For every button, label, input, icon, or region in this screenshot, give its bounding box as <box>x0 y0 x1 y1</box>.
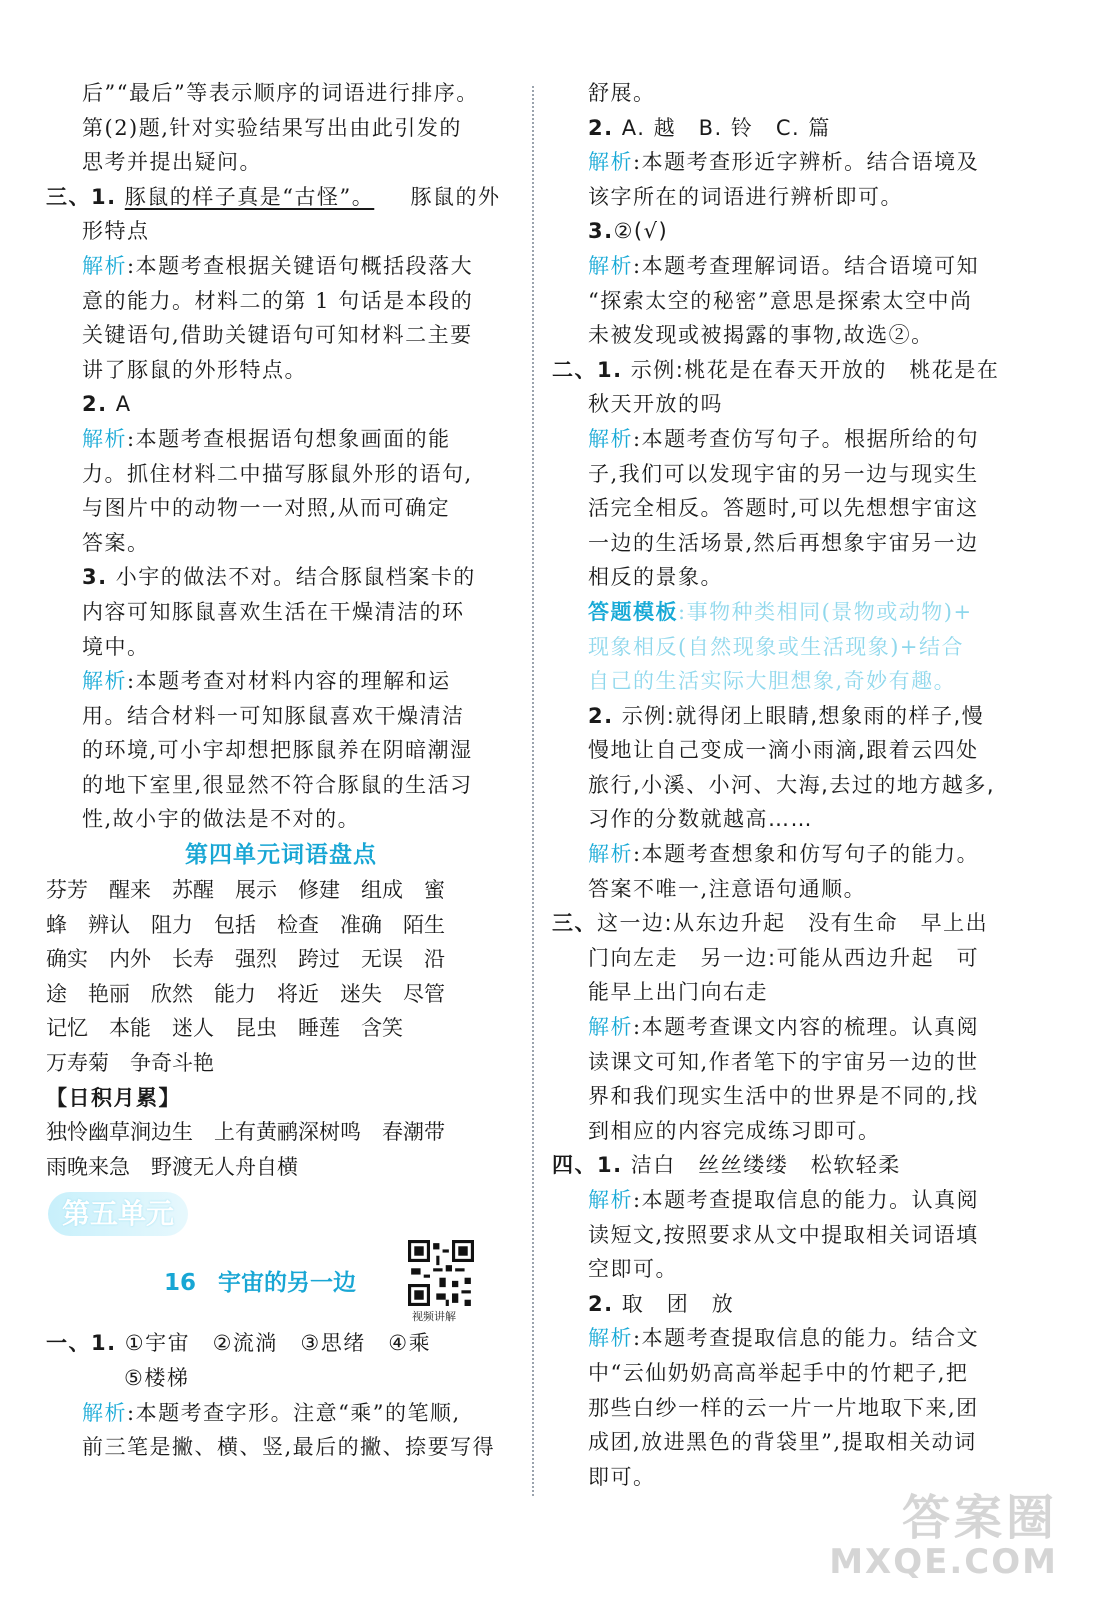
explanation-text: 相反的景象。 <box>588 565 723 590</box>
answer-text: ②(√) <box>613 219 669 244</box>
explanation-text: :本题考查根据语句想象画面的能 <box>127 426 451 451</box>
section-2-q2 <box>552 699 1022 734</box>
column-divider <box>532 86 534 1496</box>
explanation-line <box>552 1010 1022 1045</box>
explanation-text: 到相应的内容完成练习即可。 <box>588 1118 881 1143</box>
explanation-text: :本题考查字形。注意“乘”的笔顺, <box>127 1400 461 1425</box>
explanation-text: 子,我们可以发现宇宙的另一边与现实生 <box>588 461 979 486</box>
explanation-text: :本题考查提取信息的能力。结合文 <box>633 1326 980 1351</box>
explanation-text: 即可。 <box>588 1464 656 1489</box>
question-number: 2. <box>588 703 614 728</box>
section-3-q2 <box>46 387 516 422</box>
lesson-name: 宇宙的另一边 <box>218 1270 357 1297</box>
poem-line: 雨晚来急 野渡无人舟自横 <box>46 1154 298 1179</box>
riji-title: 【日积月累】 <box>46 1085 181 1110</box>
explanation-text: 答案不唯一,注意语句通顺。 <box>588 876 867 901</box>
section-3-q1 <box>46 180 516 215</box>
answer-text: A <box>115 392 132 417</box>
question-number: 2. <box>588 1291 614 1316</box>
jiexi-tag: 解析 <box>588 150 633 175</box>
explanation-text: 与图片中的动物一一对照,从而可确定 <box>82 496 451 521</box>
explanation-text: 性,故小宇的做法是不对的。 <box>82 807 361 832</box>
word-list-line: 芬芳 醒来 苏醒 展示 修建 组成 蜜 <box>46 878 445 903</box>
question-number: 1. <box>91 184 117 209</box>
explanation-text: 意的能力。材料二的第 1 句话是本段的 <box>82 288 474 313</box>
answer-text: 习作的分数就越高…… <box>588 807 813 832</box>
question-number: 1. <box>597 357 623 382</box>
answer-text: 这一边:从东边升起 没有生命 早上出 <box>597 911 989 936</box>
template-text: 自己的生活实际大胆想象,奇妙有趣。 <box>588 669 957 694</box>
jiexi-tag: 解析 <box>82 253 127 278</box>
lesson-number: 16 <box>164 1270 197 1297</box>
text-line: 第(2)题,针对实验结果写出由此引发的 <box>82 115 462 140</box>
jiexi-tag: 解析 <box>588 1015 633 1040</box>
template-tag: 答题模板 <box>588 599 678 624</box>
answer-text: 境中。 <box>82 634 150 659</box>
watermark-logo <box>829 1492 1058 1580</box>
jiexi-tag: 解析 <box>588 253 633 278</box>
explanation-text: :本题考查对材料内容的理解和运 <box>127 669 451 694</box>
qr-caption: 视频讲解 <box>412 1310 456 1324</box>
explanation-text: 那些白纱一样的云一片一片地取下来,团 <box>588 1395 979 1420</box>
answer-text: 秋天开放的吗 <box>588 392 723 417</box>
unit5-badge: 第五单元 <box>48 1192 188 1236</box>
explanation-text: 读短文,按照要求从文中提取相关词语填 <box>588 1222 979 1247</box>
lesson-title <box>164 1264 356 1297</box>
question-number: 2. <box>82 392 108 417</box>
unit4-heading: 第四单元词语盘点 <box>185 842 377 869</box>
jiexi-tag: 解析 <box>588 842 633 867</box>
question-number: 1. <box>597 1153 623 1178</box>
explanation-text: 力。抓住材料二中描写豚鼠外形的语句, <box>82 461 473 486</box>
answer-text: 豚鼠的外 <box>410 184 501 209</box>
explanation-line <box>552 145 1022 180</box>
explanation-text: 讲了豚鼠的外形特点。 <box>82 357 307 382</box>
word-list-line: 途 艳丽 欣然 能力 将近 迷失 尽管 <box>46 981 445 1006</box>
section-prefix: 三、 <box>552 911 597 936</box>
word-list-line: 蜂 辨认 阻力 包括 检查 准确 陌生 <box>46 912 445 937</box>
word-list-line: 确实 内外 长寿 强烈 跨过 无误 沿 <box>46 947 445 972</box>
section-prefix: 二、 <box>552 357 597 382</box>
explanation-text: 该字所在的词语进行辨析即可。 <box>588 184 903 209</box>
word-list-line: 万寿菊 争奇斗艳 <box>46 1051 214 1076</box>
section-prefix: 一、 <box>46 1331 91 1356</box>
answer-text: A. 越 B. 铃 C. 篇 <box>621 115 831 140</box>
answer-text: 内容可知豚鼠喜欢生活在干燥清洁的环 <box>82 599 465 624</box>
answer-text: 小宇的做法不对。结合豚鼠档案卡的 <box>115 565 476 590</box>
answer-text: ⑤楼梯 <box>124 1366 190 1390</box>
explanation-text: :本题考查提取信息的能力。认真阅 <box>633 1188 980 1212</box>
explanation-text: “探索太空的秘密”意思是探索太空中尚 <box>588 288 973 313</box>
text-line: 舒展。 <box>588 81 656 105</box>
explanation-text: :本题考查根据关键语句概括段落大 <box>127 253 474 278</box>
jiexi-tag: 解析 <box>588 1326 633 1351</box>
explanation-line <box>552 1183 1022 1218</box>
explanation-text: 用。结合材料一可知豚鼠喜欢干燥清洁 <box>82 703 465 728</box>
explanation-text: 活完全相反。答题时,可以先想想宇宙这 <box>588 496 979 521</box>
explanation-text: 界和我们现实生活中的世界是不同的,找 <box>588 1084 979 1109</box>
watermark-top: 答案圈 <box>901 1490 1058 1546</box>
explanation-line <box>46 1396 516 1431</box>
section-4-q1 <box>552 1148 1022 1183</box>
answer-text: 洁白 丝丝缕缕 松软轻柔 <box>630 1153 901 1178</box>
qr-code-icon[interactable] <box>408 1240 474 1306</box>
explanation-text: 中“云仙奶奶高高举起手中的竹耙子,把 <box>588 1360 969 1385</box>
jiexi-tag: 解析 <box>588 426 633 451</box>
explanation-text: :本题考查课文内容的梳理。认真阅 <box>633 1015 980 1040</box>
question-number: 1. <box>91 1331 117 1356</box>
explanation-text: 关键语句,借助关键语句可知材料二主要 <box>82 323 473 348</box>
section-2-q1 <box>552 353 1022 388</box>
explanation-text: 一边的生活场景,然后再想象宇宙另一边 <box>588 530 979 555</box>
question-number: 3. <box>588 219 614 244</box>
lesson-header <box>46 1240 516 1326</box>
explanation-text: :本题考查仿写句子。根据所给的句 <box>633 426 980 451</box>
explanation-text: :本题考查理解词语。结合语境可知 <box>633 253 980 278</box>
explanation-text: :本题考查形近字辨析。结合语境及 <box>633 150 980 175</box>
q2-line <box>552 111 1022 146</box>
text-line: 后”“最后”等表示顺序的词语进行排序。 <box>82 81 479 105</box>
q3-line <box>552 214 1022 249</box>
explanation-text: 的环境,可小宇却想把豚鼠养在阴暗潮湿 <box>82 738 473 763</box>
answer-text: 能早上出门向右走 <box>588 980 768 1005</box>
left-column <box>46 76 516 1465</box>
template-text: 现象相反(自然现象或生活现象)+结合 <box>588 634 964 659</box>
section-4-q2 <box>552 1287 1022 1322</box>
right-column <box>552 76 1022 1494</box>
explanation-line <box>552 249 1022 284</box>
answer-text: 示例:就得闭上眼睛,想象雨的样子,慢 <box>621 703 985 728</box>
answer-text: 慢地让自己变成一滴小雨滴,跟着云四处 <box>588 738 979 763</box>
explanation-text: 成团,放进黑色的背袋里”,提取相关动词 <box>588 1430 977 1455</box>
answer-text: 形特点 <box>82 219 150 244</box>
word-list-line: 记忆 本能 迷人 昆虫 睡莲 含笑 <box>46 1016 403 1041</box>
answer-text: 取 团 放 <box>621 1291 735 1316</box>
jiexi-tag: 解析 <box>588 1188 633 1212</box>
answer-text: 豚鼠的样子真是“古怪”。 <box>124 184 375 209</box>
question-number: 2. <box>588 115 614 140</box>
text-line: 思考并提出疑问。 <box>82 150 262 175</box>
explanation-text: 未被发现或被揭露的事物,故选②。 <box>588 323 934 348</box>
section-1-q1 <box>46 1326 516 1361</box>
answer-text: 示例:桃花是在春天开放的 桃花是在 <box>630 357 1000 382</box>
question-number: 3. <box>82 565 108 590</box>
explanation-text: 的地下室里,很显然不符合豚鼠的生活习 <box>82 772 473 797</box>
section-prefix: 三、 <box>46 184 91 209</box>
watermark-bottom: MXQE.COM <box>829 1542 1058 1582</box>
explanation-line <box>46 249 516 284</box>
section-prefix: 四、 <box>552 1153 597 1178</box>
poem-line: 独怜幽草涧边生 上有黄鹂深树鸣 春潮带 <box>46 1120 445 1145</box>
explanation-line <box>46 422 516 457</box>
explanation-text: 空即可。 <box>588 1257 678 1282</box>
explanation-line <box>552 422 1022 457</box>
answer-text: 门向左走 另一边:可能从西边升起 可 <box>588 945 980 970</box>
answer-text: 旅行,小溪、小河、大海,去过的地方越多, <box>588 772 996 797</box>
answer-text: ①宇宙 ②流淌 ③思绪 ④乘 <box>124 1331 432 1356</box>
section-3 <box>552 906 1022 941</box>
jiexi-tag: 解析 <box>82 669 127 694</box>
explanation-text: :本题考查想象和仿写句子的能力。 <box>633 842 980 867</box>
template-line <box>552 595 1022 630</box>
explanation-text: 答案。 <box>82 530 150 555</box>
explanation-line <box>46 664 516 699</box>
template-text: :事物种类相同(景物或动物)+ <box>678 599 973 624</box>
section-3-q3 <box>46 560 516 595</box>
jiexi-tag: 解析 <box>82 1400 127 1425</box>
explanation-text: 读课文可知,作者笔下的宇宙另一边的世 <box>588 1049 979 1074</box>
explanation-text: 前三笔是撇、横、竖,最后的撇、捺要写得 <box>82 1435 496 1460</box>
explanation-line <box>552 1321 1022 1356</box>
explanation-line <box>552 837 1022 872</box>
jiexi-tag: 解析 <box>82 426 127 451</box>
